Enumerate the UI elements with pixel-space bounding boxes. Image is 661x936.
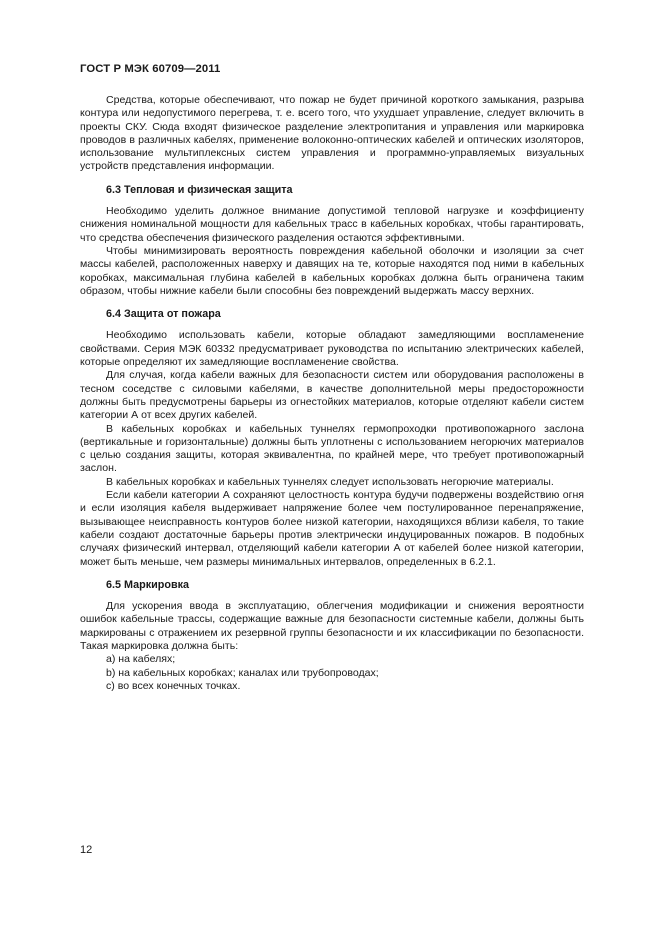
paragraph: В кабельных коробках и кабельных туннелях гермопроходки противопожарного заслона (вертикальные и горизонтальные) должны быть уплотнены с использованием негорючих материалов с целью создания защиты, которая эквивалентна, по крайней мере, что требует противопожарный заслон. bbox=[80, 422, 584, 475]
section-heading-6-5: 6.5 Маркировка bbox=[106, 578, 190, 591]
paragraph: Необходимо использовать кабели, которые обладают замедляющими воспламенение свойствами. Серия МЭК 60332 предусматривает руководства по испытанию электрических кабелей, которые определяют их замедляющие воспламенение свойства. bbox=[80, 329, 584, 369]
document-body bbox=[80, 94, 584, 693]
intro-paragraph: Средства, которые обеспечивают, что пожар не будет причиной короткого замыкания, разрыва контура или недопустимого перегрева, т. е. всего того, что ухудшает управление, следует включить в проекты СКУ. Сюда входят физическое разделение электропитания и управления или маркировка проводов в различных кабелях, применение волоконно-оптических кабелей и оптических изоляторов, использование мультиплексных систем управления и программно-управляемых визуальных устройств представления информации. bbox=[80, 94, 584, 173]
list-item: b) на кабельных коробках; каналах или трубопроводах; bbox=[106, 666, 379, 679]
page-number: 12 bbox=[80, 844, 93, 856]
paragraph: Необходимо уделить должное внимание допустимой тепловой нагрузке и коэффициенту снижения номинальной мощности для кабельных трасс в кабельных коробках, чтобы гарантировать, что средства обеспечения физического разделения остаются эффективными. bbox=[80, 205, 584, 244]
paragraph: Если кабели категории А сохраняют целостность контура будучи подвержены воздействию огня и если изоляция кабеля выдерживает напряжение более чем постулированное перенапряжение, вызывающее неисправность контуров более низкой категории, находящихся вблизи кабеля, то такие кабели создают достаточные барьеры против электрически индуцированных пожаров. В подобных случаях физический интервал, отделяющий кабели категории А от кабелей более низкой категории, может быть меньше, чем размеры минимальных интервалов, определенных в 6.2.1. bbox=[80, 489, 584, 568]
paragraph: Для ускорения ввода в эксплуатацию, облегчения модификации и снижения вероятности ошибок кабельные трассы, содержащие важные для безопасности системные кабели, должны быть маркированы с отражением их резервной группы безопасности и их классификации по безопасности. Такая маркировка должна быть: bbox=[80, 600, 584, 652]
section-heading-6-4: 6.4 Защита от пожара bbox=[106, 308, 221, 321]
list-item: c) во всех конечных точках. bbox=[106, 679, 241, 692]
paragraph: Чтобы минимизировать вероятность повреждения кабельной оболочки и изоляции за счет массы кабелей, расположенных наверху и давящих на те, которые находятся под ними в кабельных коробках, максимальная глубина кабелей в кабельных коробках должна быть ограничена таким образом, чтобы нижние кабели были способны без повреждений выдержать массу верхних. bbox=[80, 244, 584, 297]
document-header: ГОСТ Р МЭК 60709—2011 bbox=[80, 63, 221, 75]
paragraph: Для случая, когда кабели важных для безопасности систем или оборудования расположены в тесном соседстве с силовыми кабелями, в качестве дополнительной меры предосторожности должны быть предусмотрены барьеры из огнестойких материалов, которые отделяют кабели систем категории А от всех других кабелей. bbox=[80, 369, 584, 422]
list-item: a) на кабелях; bbox=[106, 653, 176, 666]
section-heading-6-3: 6.3 Тепловая и физическая защита bbox=[106, 183, 293, 196]
paragraph: В кабельных коробках и кабельных туннелях следует использовать негорючие материалы. bbox=[106, 475, 554, 488]
